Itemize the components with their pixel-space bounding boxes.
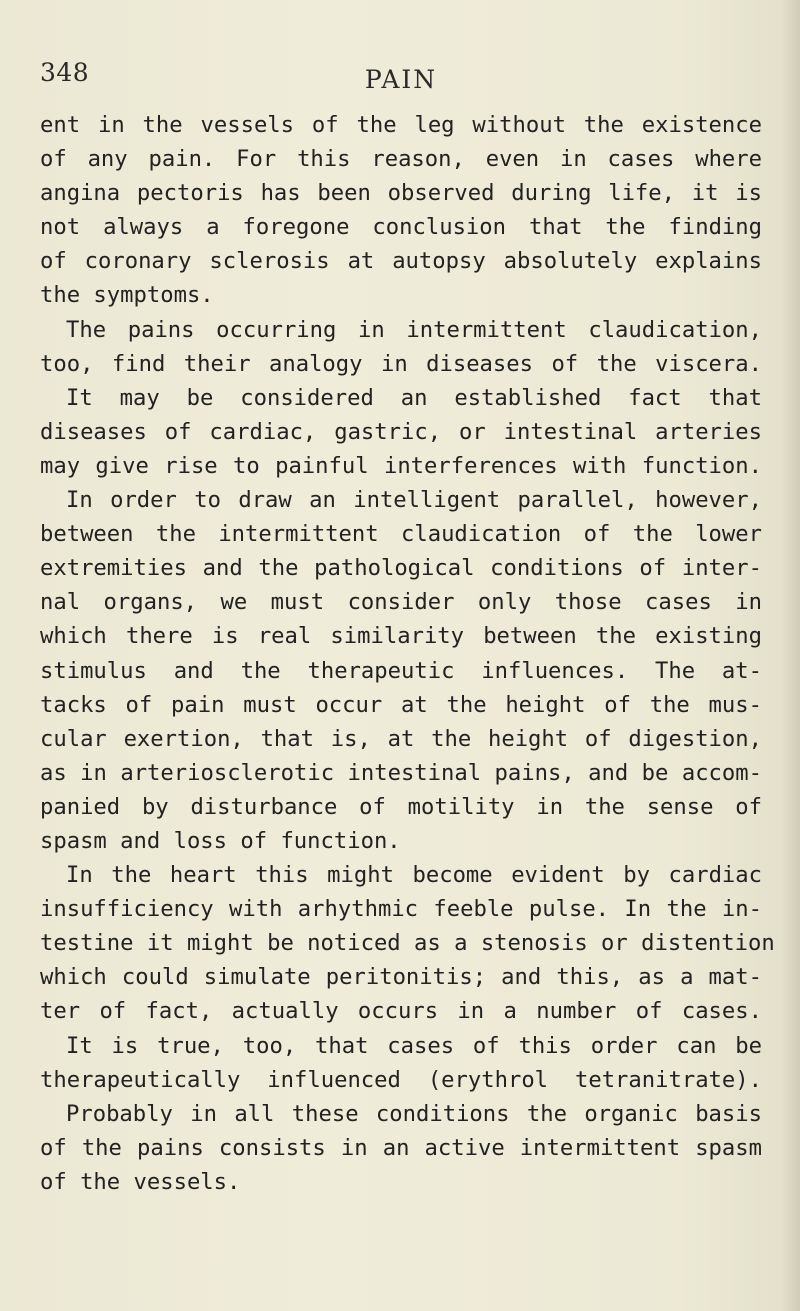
text-line: angina pectoris has been observed during life, it is bbox=[40, 180, 762, 207]
text-line: extremities and the pathological conditions of inter- bbox=[40, 555, 762, 582]
text-line: stimulus and the therapeutic influences. The at- bbox=[40, 657, 762, 684]
text-line: diseases of cardiac, gastric, or intestinal arteries bbox=[40, 418, 762, 445]
text-line: It is true, too, that cases of this order can be bbox=[66, 1032, 762, 1059]
text-line: Probably in all these conditions the organic basis bbox=[66, 1100, 762, 1127]
running-head: PAIN bbox=[364, 65, 438, 94]
body-text bbox=[40, 108, 775, 1199]
text-line: which could simulate peritonitis; and this, as a mat- bbox=[40, 964, 762, 991]
text-line: The pains occurring in intermittent claudication, bbox=[66, 316, 762, 343]
text-line: may give rise to painful interferences with function. bbox=[40, 452, 762, 479]
text-line: In the heart this might become evident by cardiac bbox=[66, 862, 762, 889]
text-line: of any pain. For this reason, even in cases where bbox=[40, 146, 762, 173]
text-line: panied by disturbance of motility in the sense of bbox=[40, 793, 762, 820]
text-line: nal organs, we must consider only those cases in bbox=[40, 589, 762, 616]
text-line: spasm and loss of function. bbox=[40, 827, 401, 854]
page-header bbox=[40, 58, 762, 98]
text-line: of the vessels. bbox=[40, 1168, 241, 1195]
text-line: It may be considered an established fact that bbox=[66, 384, 762, 411]
text-line: between the intermittent claudication of the lower bbox=[40, 521, 762, 548]
text-line: the symptoms. bbox=[40, 282, 214, 309]
text-line: testine it might be noticed as a stenosis or distention bbox=[40, 930, 775, 957]
text-line: of coronary sclerosis at autopsy absolutely explains bbox=[40, 248, 762, 275]
text-line: ent in the vessels of the leg without the existence bbox=[40, 112, 762, 138]
text-line: not always a foregone conclusion that the finding bbox=[40, 214, 762, 241]
text-line: ter of fact, actually occurs in a number of cases. bbox=[40, 998, 762, 1025]
text-line: as in arteriosclerotic intestinal pains, and be accom- bbox=[40, 759, 762, 786]
text-line: which there is real similarity between the existing bbox=[40, 623, 762, 650]
text-line: insufficiency with arhythmic feeble pulse. In the in- bbox=[40, 896, 762, 923]
text-line: too, find their analogy in diseases of the viscera. bbox=[40, 350, 762, 377]
page-edge-shadow bbox=[782, 0, 800, 1311]
text-line: tacks of pain must occur at the height of the mus- bbox=[40, 691, 762, 718]
page-number: 348 bbox=[40, 58, 90, 87]
text-line: cular exertion, that is, at the height of digestion, bbox=[40, 725, 762, 752]
text-line: therapeutically influenced (erythrol tetranitrate). bbox=[40, 1066, 762, 1093]
text-line: of the pains consists in an active intermittent spasm bbox=[40, 1134, 762, 1161]
text-line: In order to draw an intelligent parallel, however, bbox=[66, 487, 762, 514]
